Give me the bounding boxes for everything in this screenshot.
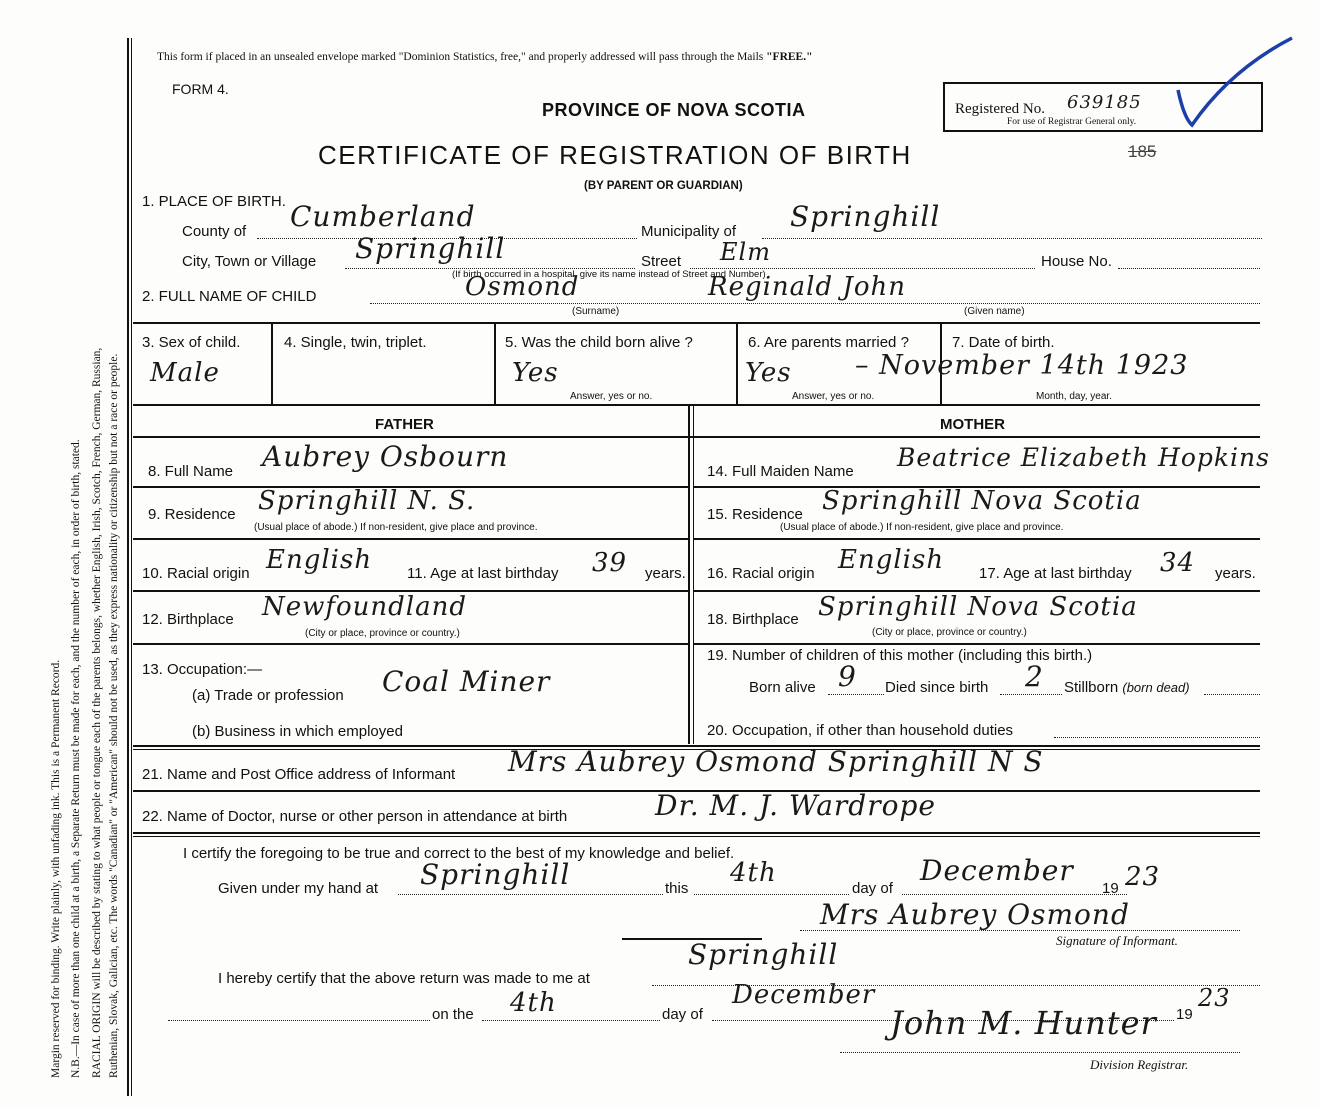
house-label: House No. — [1041, 253, 1112, 270]
father-years: years. — [645, 565, 686, 582]
year-prefix: 19 — [1102, 880, 1119, 897]
registrar-note: For use of Registrar General only. — [1007, 117, 1137, 127]
mother-residence-caption: (Usual place of abode.) If non-resident, give place and province. — [780, 522, 1064, 533]
child-given-name: Reginald John — [708, 272, 906, 302]
given-name-caption: (Given name) — [964, 306, 1025, 317]
parents-married-label: 6. Are parents married ? — [748, 334, 909, 351]
child-name-label: 2. FULL NAME OF CHILD — [142, 288, 317, 305]
born-alive-count: 9 — [838, 660, 857, 693]
father-heading: FATHER — [375, 416, 434, 433]
surname-caption: (Surname) — [572, 306, 620, 317]
dotted-line — [168, 1020, 430, 1021]
child-name-line — [370, 303, 1260, 304]
house-line — [1118, 268, 1260, 269]
given-year: 23 — [1125, 862, 1161, 892]
registered-number: 639185 — [1067, 92, 1142, 113]
rule — [693, 643, 1260, 645]
father-birthplace-caption: (City or place, province or country.) — [305, 628, 460, 639]
municipality-value: Springhill — [790, 200, 941, 233]
day-of-label: day of — [852, 880, 893, 897]
died-count: 2 — [1025, 660, 1044, 693]
parents-married-value: Yes — [745, 358, 792, 388]
dotted-line — [840, 1052, 1240, 1053]
given-month: December — [920, 854, 1074, 887]
given-day: 4th — [730, 858, 777, 888]
father-age-label: 11. Age at last birthday — [407, 565, 559, 582]
mail-notice: This form if placed in an unsealed envelope marked "Dominion Statistics, free," and properly addressed will pass through the Mails "FREE." — [157, 51, 813, 63]
mother-birthplace-label: 18. Birthplace — [707, 611, 799, 628]
municipality-label: Municipality of — [641, 223, 737, 240]
margin-note-4: Ruthenian, Slovak, Galician, etc. The words "Canadian" or "American" should not be used, as they express nationality or citizenship but not a race or people. — [108, 353, 120, 1078]
dotted-line — [398, 894, 663, 895]
father-business-label: (b) Business in which employed — [192, 723, 403, 740]
city-value: Springhill — [355, 232, 506, 265]
mother-racial-label: 16. Racial origin — [707, 565, 815, 582]
return-label: I hereby certify that the above return was made to me at — [218, 970, 590, 987]
dotted-line — [482, 1020, 660, 1021]
rule — [494, 322, 496, 404]
father-racial-value: English — [266, 545, 373, 575]
return-month: December — [732, 980, 876, 1010]
dotted-line — [694, 894, 849, 895]
mother-name-label: 14. Full Maiden Name — [707, 463, 854, 480]
county-value: Cumberland — [290, 200, 476, 233]
street-label: Street — [641, 253, 682, 270]
doctor-label: 22. Name of Doctor, nurse or other person in attendance at birth — [142, 808, 568, 825]
father-residence-label: 9. Residence — [148, 506, 236, 523]
page-subtitle: (BY PARENT OR GUARDIAN) — [584, 180, 743, 192]
answer-caption-2: Answer, yes or no. — [792, 391, 875, 402]
mother-name-value: Beatrice Elizabeth Hopkins — [897, 443, 1270, 472]
died-label: Died since birth — [885, 679, 989, 696]
mother-residence-label: 15. Residence — [707, 506, 803, 523]
on-the-label: on the — [432, 1006, 474, 1023]
return-day: 4th — [510, 988, 557, 1018]
county-label: County of — [182, 223, 247, 240]
rule — [133, 436, 1260, 438]
plurality-label: 4. Single, twin, triplet. — [284, 334, 427, 351]
rule — [693, 404, 694, 744]
return-day-of-label: day of — [662, 1006, 703, 1023]
father-residence-caption: (Usual place of abode.) If non-resident, give place and province. — [254, 522, 538, 533]
given-label: Given under my hand at — [218, 880, 379, 897]
father-birthplace-label: 12. Birthplace — [142, 611, 234, 628]
hospital-note: (If birth occurred in a hospital, give its name instead of Street and Number) — [452, 269, 766, 280]
mother-age-label: 17. Age at last birthday — [979, 565, 1132, 582]
father-trade-value: Coal Miner — [382, 665, 551, 698]
place-of-birth-heading: 1. PLACE OF BIRTH. — [142, 193, 286, 210]
mother-years: years. — [1215, 565, 1256, 582]
sex-label: 3. Sex of child. — [142, 334, 241, 351]
father-occupation-label: 13. Occupation:— — [142, 661, 263, 678]
dotted-line — [1204, 694, 1260, 695]
registrar-signature: John M. Hunter — [890, 1004, 1157, 1042]
rule — [693, 538, 1260, 540]
this-label: this — [665, 880, 689, 897]
check-mark-icon — [1170, 30, 1300, 130]
mother-birthplace-value: Springhill Nova Scotia — [818, 592, 1138, 622]
rule — [133, 643, 688, 645]
born-alive-count-label: Born alive — [749, 679, 816, 696]
child-surname: Osmond — [465, 272, 580, 302]
municipality-line — [762, 238, 1262, 239]
informant-signature: Mrs Aubrey Osmond — [820, 898, 1130, 931]
margin-rule-inner — [131, 38, 132, 1096]
rule — [133, 322, 1260, 324]
stillborn-label: Stillborn (born dead) — [1064, 679, 1190, 696]
mother-children-label: 19. Number of children of this mother (including this birth.) — [707, 647, 1093, 664]
father-name-value: Aubrey Osbourn — [262, 440, 509, 473]
margin-note-2: N.B.—In case of more than one child at a birth, a Separate Return must be made for each, and the number of each, in order of birth, stated. — [70, 439, 82, 1078]
mother-heading: MOTHER — [940, 416, 1005, 433]
informant-signature-caption: Signature of Informant. — [1056, 933, 1178, 948]
certify-statement: I certify the foregoing to be true and correct to the best of my knowledge and belief. — [183, 845, 735, 862]
dob-label: 7. Date of birth. — [952, 334, 1055, 351]
return-year: 23 — [1198, 984, 1231, 1012]
city-label: City, Town or Village — [182, 253, 317, 270]
rule — [736, 322, 738, 404]
margin-note-3: RACIAL ORIGIN will be described by stating to what people or tongue each of the parents belongs, whether English, Irish, Scotch, French, German, Russian, — [91, 347, 103, 1078]
registrar-caption: Division Registrar. — [1090, 1057, 1189, 1072]
date-caption: Month, day, year. — [1036, 391, 1112, 402]
margin-note-1: Margin reserved for binding. Write plainly, with unfading ink. This is a Permanent Record. — [50, 659, 62, 1078]
mother-age-value: 34 — [1160, 548, 1196, 578]
born-alive-label: 5. Was the child born alive ? — [505, 334, 693, 351]
registry-stamp: 185 — [1128, 142, 1157, 161]
dotted-line — [1000, 694, 1062, 695]
rule — [133, 832, 1260, 834]
return-place: Springhill — [688, 938, 839, 971]
answer-caption: Answer, yes or no. — [570, 391, 653, 402]
margin-rule — [127, 38, 129, 1096]
informant-label: 21. Name and Post Office address of Informant — [142, 766, 456, 783]
dotted-line — [800, 930, 1240, 931]
dotted-line — [1054, 737, 1260, 738]
father-age-value: 39 — [592, 548, 628, 578]
dotted-line — [902, 894, 1127, 895]
mother-occupation-label: 20. Occupation, if other than household duties — [707, 722, 1014, 739]
form-number: FORM 4. — [172, 81, 229, 97]
province-heading: PROVINCE OF NOVA SCOTIA — [542, 100, 806, 120]
street-value: Elm — [720, 238, 771, 266]
doctor-value: Dr. M. J. Wardrope — [655, 789, 936, 822]
rule — [688, 404, 690, 744]
rule — [133, 538, 688, 540]
mother-residence-value: Springhill Nova Scotia — [822, 486, 1142, 516]
father-racial-label: 10. Racial origin — [142, 565, 250, 582]
page-title: CERTIFICATE OF REGISTRATION OF BIRTH — [318, 140, 912, 170]
registered-label: Registered No. — [955, 101, 1045, 117]
dob-value: – November 14th 1923 — [855, 350, 1189, 381]
father-trade-label: (a) Trade or profession — [192, 687, 344, 704]
father-name-label: 8. Full Name — [148, 463, 234, 480]
rule — [271, 322, 273, 404]
rule — [133, 836, 1260, 837]
informant-value: Mrs Aubrey Osmond Springhill N S — [508, 745, 1044, 778]
mother-birthplace-caption: (City or place, province or country.) — [872, 627, 1027, 638]
born-alive-value: Yes — [512, 358, 559, 388]
dotted-line — [828, 694, 884, 695]
father-residence-value: Springhill N. S. — [258, 486, 476, 516]
father-birthplace-value: Newfoundland — [262, 592, 468, 622]
given-place: Springhill — [420, 858, 571, 891]
mother-racial-value: English — [838, 545, 945, 575]
return-year-prefix: 19 — [1176, 1006, 1193, 1023]
sex-value: Male — [150, 358, 220, 388]
rule — [133, 404, 1260, 406]
